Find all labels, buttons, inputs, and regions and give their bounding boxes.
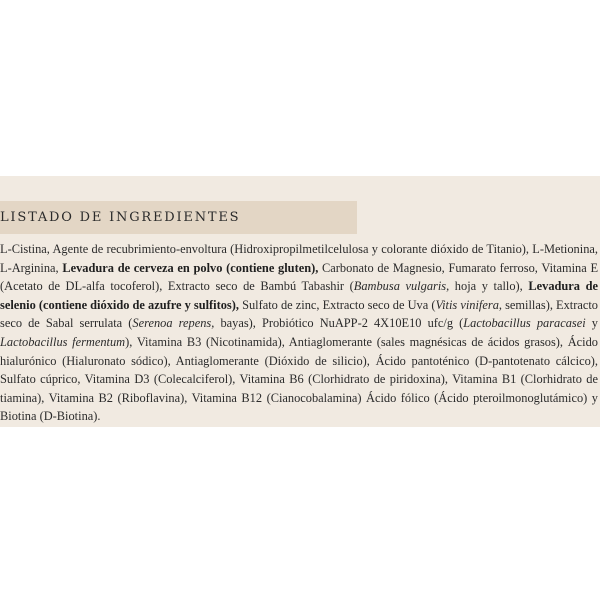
ingredients-panel (0, 176, 600, 427)
scientific-name: Serenoa repens, (132, 316, 215, 331)
ingredients-text-part: bayas), Probiótico NuAPP-2 4X10E10 ufc/g ( (214, 316, 464, 331)
ingredients-text-part: y (585, 316, 598, 331)
scientific-name: Vitis vinifera (435, 297, 499, 312)
ingredients-text-part: L-Cistina, Agente de recubrimiento-envoltura (Hidroxipropilmetilcelulosa y colorante dióxido de Titanio), L-Metionina, L-Arginina, (0, 242, 598, 275)
sulfite-allergen-note: Levadura de selenio (contiene dióxido de azufre y sulfitos), (0, 279, 598, 312)
ingredients-text (0, 240, 598, 426)
section-title: LISTADO DE INGREDIENTES (0, 210, 241, 225)
ingredients-text-part: Carbonato de Magnesio, Fumarato ferroso, Vitamina E (Acetato de DL-alfa tocoferol), Extracto seco de Bambú Tabashir ( (0, 260, 599, 294)
scientific-name: Bambusa vulgaris, (353, 279, 450, 294)
ingredients-text-part: , semillas), Extracto seco de Sabal serrulata ( (0, 297, 598, 331)
ingredients-text-part: hoja y tallo), (449, 279, 529, 294)
ingredients-text-part: Sulfato de zinc, Extracto seco de Uva ( (238, 297, 436, 312)
gluten-allergen-note: Levadura de cerveza en polvo (contiene gluten), (62, 260, 319, 275)
section-title-bar (0, 201, 357, 234)
ingredients-text-part: ), Vitamina B3 (Nicotinamida), Antiaglomerante (sales magnésicas de ácidos grasos), Ácido hialurónico (Hialuronato sódico), Antiaglomerante (Dióxido de silicio), Ácido pantoténico (D-pantotenato cálcico), Sulfato cúprico, Vitamina D3 (Colecalciferol), Vitamina B6 (Clorhidrato de piridoxina), Vitamina B1 (Clorhidrato de tiamina), Vitamina B2 (Riboflavina), Vitamina B12 (Cianocobalamina) Ácido fólico (Ácido pteroilmonoglutámico) y Biotina (D-Biotina). (0, 334, 598, 424)
scientific-name: Lactobacillus paracasei (463, 316, 586, 331)
scientific-name: Lactobacillus fermentum (0, 334, 126, 349)
